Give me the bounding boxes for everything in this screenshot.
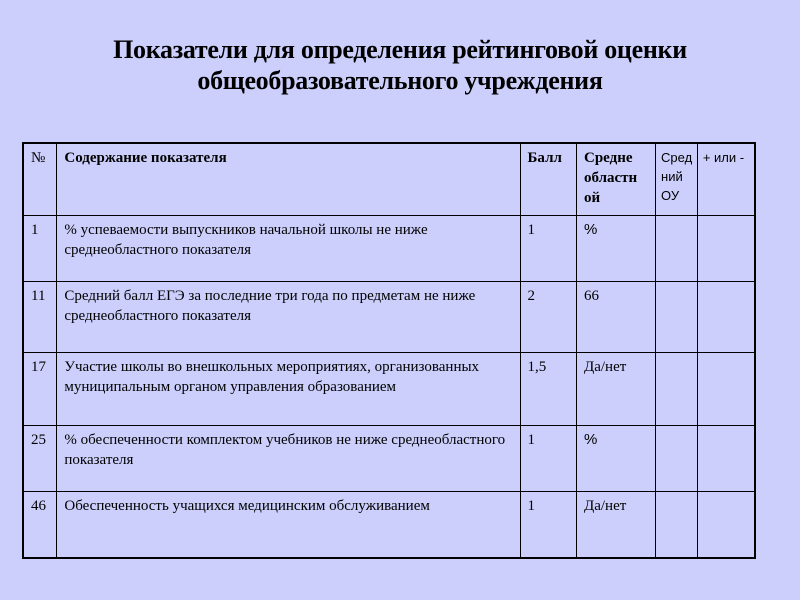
row-score: 1	[520, 425, 576, 491]
row-school-average	[656, 352, 698, 425]
row-regional-average: Да/нет	[576, 352, 655, 425]
row-number: 11	[23, 281, 57, 352]
row-plus-minus	[697, 425, 755, 491]
table-row	[23, 425, 755, 491]
table-header-row	[23, 143, 755, 215]
row-school-average	[656, 425, 698, 491]
row-description: Средний балл ЕГЭ за последние три года по предметам не ниже среднеобластного показателя	[57, 281, 520, 352]
slide-title	[0, 34, 800, 96]
header-plus-minus: + или -	[697, 143, 755, 215]
row-description: Обеспеченность учащихся медицинским обслуживанием	[57, 491, 520, 558]
row-score: 2	[520, 281, 576, 352]
row-regional-average: Да/нет	[576, 491, 655, 558]
row-number: 46	[23, 491, 57, 558]
row-school-average	[656, 281, 698, 352]
row-score: 1,5	[520, 352, 576, 425]
header-regional-average: Средне областн ой	[576, 143, 655, 215]
row-plus-minus	[697, 491, 755, 558]
row-plus-minus	[697, 281, 755, 352]
row-regional-average: %	[576, 215, 655, 281]
table-row	[23, 215, 755, 281]
row-school-average	[656, 215, 698, 281]
row-number: 1	[23, 215, 57, 281]
row-number: 25	[23, 425, 57, 491]
slide-title-line-1: Показатели для определения рейтинговой оценки	[113, 35, 687, 64]
header-number: №	[23, 143, 57, 215]
row-description: % успеваемости выпускников начальной школы не ниже среднеобластного показателя	[57, 215, 520, 281]
row-regional-average: 66	[576, 281, 655, 352]
header-score: Балл	[520, 143, 576, 215]
table-row	[23, 352, 755, 425]
table-row	[23, 281, 755, 352]
row-plus-minus	[697, 352, 755, 425]
slide-title-line-2: общеобразовательного учреждения	[197, 66, 603, 95]
header-school-average: Сред ний ОУ	[656, 143, 698, 215]
row-school-average	[656, 491, 698, 558]
row-plus-minus	[697, 215, 755, 281]
table-row	[23, 491, 755, 558]
row-regional-average: %	[576, 425, 655, 491]
row-number: 17	[23, 352, 57, 425]
row-description: Участие школы во внешкольных мероприятиях, организованных муниципальным органом управления образованием	[57, 352, 520, 425]
row-score: 1	[520, 215, 576, 281]
row-description: % обеспеченности комплектом учебников не ниже среднеобластного показателя	[57, 425, 520, 491]
header-description: Содержание показателя	[57, 143, 520, 215]
rating-indicators-table	[22, 142, 756, 559]
row-score: 1	[520, 491, 576, 558]
